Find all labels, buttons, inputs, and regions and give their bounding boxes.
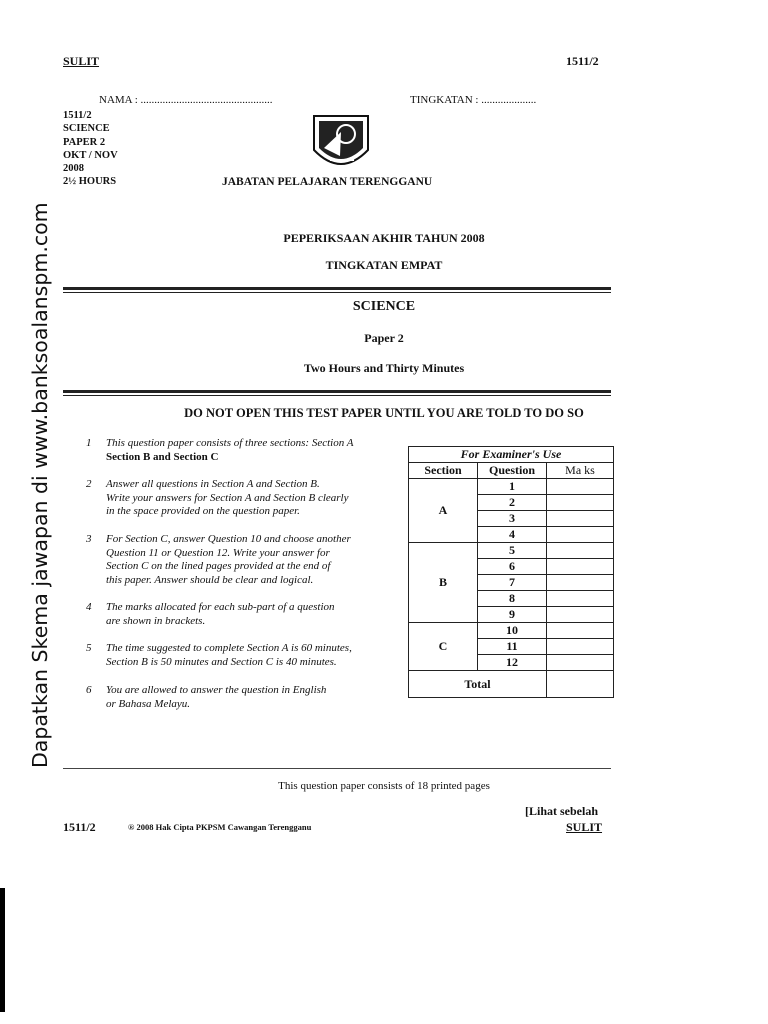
form-level: TINGKATAN EMPAT <box>325 258 443 272</box>
paper-info-subject: SCIENCE <box>63 123 110 135</box>
marks-6-cell <box>547 559 614 575</box>
instruction-5-line-2: Section B is 50 minutes and Section C is 40 minutes. <box>106 655 337 668</box>
marks-4-cell <box>547 527 614 543</box>
instruction-5-number: 5 <box>86 642 92 654</box>
exam-duration: Two Hours and Thirty Minutes <box>303 361 465 375</box>
paper-info-year: 2008 <box>63 163 84 175</box>
question-10-cell: 10 <box>478 623 547 639</box>
examiner-table-title: For Examiner's Use <box>409 447 614 463</box>
sulit-label: SULIT <box>63 54 100 68</box>
section-a-cell: A <box>409 479 478 543</box>
examiner-use-table <box>408 446 614 698</box>
marks-11-cell <box>547 639 614 655</box>
header-marks: Ma ks <box>547 463 614 479</box>
question-8-cell: 8 <box>478 591 547 607</box>
instruction-1-number: 1 <box>86 437 92 449</box>
instruction-3-line-2: Question 11 or Question 12. Write your answer for <box>106 546 330 559</box>
lihat-sebelah: [Lihat sebelah <box>525 804 599 818</box>
bottom-double-rule <box>63 390 611 393</box>
question-5-cell: 5 <box>478 543 547 559</box>
instruction-2-line-3: in the space provided on the question paper. <box>106 505 300 517</box>
footer-rule <box>63 768 611 769</box>
marks-3-cell <box>547 511 614 527</box>
instruction-6-line-1: You are allowed to answer the question in English <box>106 684 327 696</box>
instruction-1-line-1: This question paper consists of three sections: Section A <box>106 437 354 449</box>
top-thin-rule <box>63 292 611 293</box>
jpn-terengganu-logo <box>310 112 372 174</box>
marks-5-cell <box>547 543 614 559</box>
instruction-4-line-1: The marks allocated for each sub-part of a question <box>106 601 335 613</box>
paper-number: Paper 2 <box>364 331 404 345</box>
tingkatan-field: TINGKATAN : .................... <box>410 94 537 106</box>
paper-info-code: 1511/2 <box>63 110 92 121</box>
instruction-3-line-4: this paper. Answer should be clear and logical. <box>106 573 314 586</box>
question-3-cell: 3 <box>478 511 547 527</box>
department-name: JABATAN PELAJARAN TERENGGANU <box>222 176 433 188</box>
section-c-cell: C <box>409 623 478 671</box>
scan-edge-bar <box>0 888 5 1012</box>
instruction-4-line-2: are shown in brackets. <box>106 614 206 627</box>
section-b-cell: B <box>409 543 478 623</box>
instruction-2-number: 2 <box>86 478 92 490</box>
paper-code-bottom: 1511/2 <box>63 820 96 834</box>
side-watermark-text: Dapatkan Skema jawapan di www.banksoalanspm.com <box>28 202 52 768</box>
marks-1-cell <box>547 479 614 495</box>
marks-12-cell <box>547 655 614 671</box>
printed-pages-note: This question paper consists of 18 printed pages <box>278 780 490 792</box>
copyright-text: ® 2008 Hak Cipta PKPSM Cawangan Terengganu <box>128 822 312 832</box>
warning-text: DO NOT OPEN THIS TEST PAPER UNTIL YOU ARE TOLD TO DO SO <box>184 406 584 420</box>
instruction-4-number: 4 <box>86 601 92 613</box>
bottom-thin-rule <box>63 395 611 396</box>
paper-info-block <box>63 109 118 189</box>
marks-8-cell <box>547 591 614 607</box>
instruction-5-line-1: The time suggested to complete Section A is 60 minutes, <box>106 642 352 654</box>
paper-info-hours: 2½ HOURS <box>63 176 117 188</box>
instruction-2-line-2: Write your answers for Section A and Section B clearly <box>106 491 349 504</box>
paper-info-month: OKT / NOV <box>63 149 118 161</box>
subject-title: SCIENCE <box>352 299 416 314</box>
question-1-cell: 1 <box>478 479 547 495</box>
top-double-rule <box>63 287 611 290</box>
marks-10-cell <box>547 623 614 639</box>
question-2-cell: 2 <box>478 495 547 511</box>
question-11-cell: 11 <box>478 639 547 655</box>
instruction-6-number: 6 <box>86 684 92 696</box>
instruction-3-line-3: Section C on the lined pages provided at the end of <box>106 560 331 572</box>
instruction-2-line-1: Answer all questions in Section A and Section B. <box>106 478 320 490</box>
instruction-6-line-2: or Bahasa Melayu. <box>106 697 191 710</box>
exam-title: PEPERIKSAAN AKHIR TAHUN 2008 <box>283 231 485 245</box>
instruction-3-number: 3 <box>86 533 92 545</box>
question-4-cell: 4 <box>478 527 547 543</box>
question-6-cell: 6 <box>478 559 547 575</box>
paper-code-top: 1511/2 <box>566 54 599 68</box>
total-label-cell: Total <box>409 671 547 698</box>
header-section: Section <box>409 463 478 479</box>
nama-field: NAMA : ................................................ <box>99 94 273 106</box>
marks-7-cell <box>547 575 614 591</box>
paper-info-paper: PAPER 2 <box>63 136 106 148</box>
sulit-label-bottom: SULIT <box>566 820 603 834</box>
total-marks-cell <box>547 671 614 698</box>
marks-9-cell <box>547 607 614 623</box>
question-12-cell: 12 <box>478 655 547 671</box>
instruction-3-line-1: For Section C, answer Question 10 and choose another <box>106 533 351 545</box>
header-question: Question <box>478 463 547 479</box>
question-7-cell: 7 <box>478 575 547 591</box>
instruction-1-line-2: Section B and Section C <box>106 450 219 463</box>
question-9-cell: 9 <box>478 607 547 623</box>
marks-2-cell <box>547 495 614 511</box>
